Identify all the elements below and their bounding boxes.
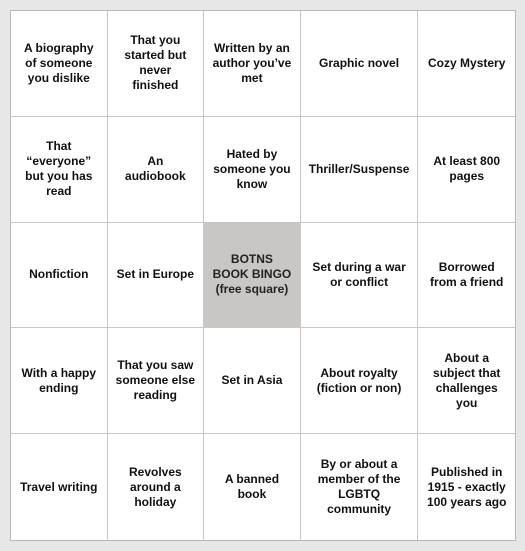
bingo-cell: An audiobook [108, 117, 205, 223]
bingo-cell: A biography of someone you dislike [11, 11, 108, 117]
bingo-cell: Graphic novel [301, 11, 419, 117]
bingo-cell: That you saw someone else reading [108, 328, 205, 434]
bingo-grid [10, 10, 516, 541]
bingo-cell: Cozy Mystery [418, 11, 515, 117]
bingo-cell: Revolves around a holiday [108, 434, 205, 540]
bingo-cell: Published in 1915 - exactly 100 years ago [427, 464, 507, 509]
bingo-cell: That “everyone” but you has read [11, 117, 108, 223]
bingo-cell: A banned book [204, 434, 301, 540]
bingo-cell: Travel writing [11, 434, 108, 540]
bingo-cell: About royalty (fiction or non) [301, 328, 419, 434]
free-square: BOTNS BOOK BINGO (free square) [204, 223, 301, 329]
bingo-cell: Hated by someone you know [204, 117, 301, 223]
bingo-cell: At least 800 pages [418, 117, 515, 223]
bingo-cell: Nonfiction [11, 223, 108, 329]
bingo-cell: Set during a war or conflict [301, 223, 419, 329]
bingo-cell: Set in Europe [108, 223, 205, 329]
bingo-cell: With a happy ending [11, 328, 108, 434]
bingo-cell: About a subject that challenges you [418, 328, 515, 434]
bingo-cell: Written by an author you’ve met [204, 11, 301, 117]
bingo-cell: Borrowed from a friend [418, 223, 515, 329]
bingo-cell: That you started but never finished [108, 11, 205, 117]
bingo-cell: Thriller/Suspense [301, 117, 419, 223]
bingo-cell: By or about a member of the LGBTQ community [301, 434, 419, 540]
bingo-cell: Set in Asia [204, 328, 301, 434]
